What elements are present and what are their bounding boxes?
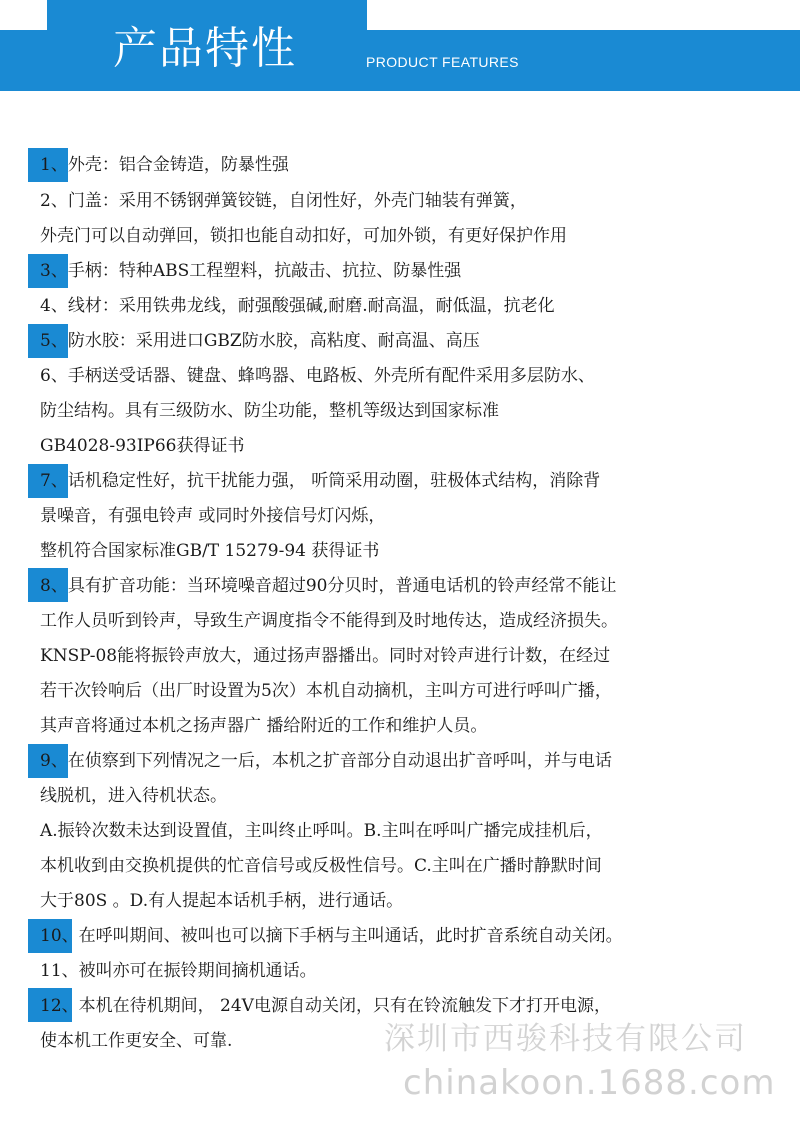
feature-line: 1、外壳：铝合金铸造，防暴性强 bbox=[40, 155, 289, 175]
feature-line: 大于80S 。D.有人提起本话机手柄，进行通话。 bbox=[40, 891, 404, 911]
feature-line: 景噪音，有强电铃声 或同时外接信号灯闪烁， bbox=[40, 506, 386, 526]
watermark-site: chinakoon.1688.com bbox=[403, 1063, 776, 1103]
feature-line: 7、话机稳定性好，抗干扰能力强， 听筒采用动圈，驻极体式结构，消除背 bbox=[40, 471, 601, 491]
feature-line: 本机收到由交换机提供的忙音信号或反极性信号。C.主叫在广播时静默时间 bbox=[40, 856, 602, 876]
feature-line: 防尘结构。具有三级防水、防尘功能，整机等级达到国家标准 bbox=[40, 401, 499, 421]
feature-line: 2、门盖：采用不锈钢弹簧铰链，自闭性好，外壳门轴装有弹簧， bbox=[40, 191, 527, 211]
feature-line: 9、在侦察到下列情况之一后，本机之扩音部分自动退出扩音呼叫，并与电话 bbox=[40, 751, 612, 771]
feature-line: 3、手柄：特种ABS工程塑料，抗敲击、抗拉、防暴性强 bbox=[40, 261, 462, 281]
feature-line: 其声音将通过本机之扬声器广 播给附近的工作和维护人员。 bbox=[40, 716, 488, 736]
feature-line: KNSP-08能将振铃声放大，通过扬声器播出。同时对铃声进行计数，在经过 bbox=[40, 646, 611, 666]
feature-line: 工作人员听到铃声，导致生产调度指令不能得到及时地传达，造成经济损失。 bbox=[40, 611, 618, 631]
feature-line: 整机符合国家标准GB/T 15279-94 获得证书 bbox=[40, 541, 380, 561]
feature-line: 使本机工作更安全、可靠. bbox=[40, 1031, 233, 1051]
feature-line: 5、防水胶：采用进口GBZ防水胶，高粘度、耐高温、高压 bbox=[40, 331, 480, 351]
feature-line: 11、被叫亦可在振铃期间摘机通话。 bbox=[40, 961, 317, 981]
feature-line: 8、具有扩音功能：当环境噪音超过90分贝时，普通电话机的铃声经常不能让 bbox=[40, 576, 617, 596]
feature-line: 外壳门可以自动弹回，锁扣也能自动扣好，可加外锁，有更好保护作用 bbox=[40, 226, 567, 246]
page-title: 产品特性 bbox=[113, 23, 297, 74]
feature-line: A.振铃次数未达到设置值，主叫终止呼叫。B.主叫在呼叫广播完成挂机后， bbox=[40, 821, 603, 841]
watermark-company: 深圳市西骏科技有限公司 bbox=[384, 1021, 747, 1057]
feature-line: 线脱机，进入待机状态。 bbox=[40, 786, 227, 806]
page-subtitle: PRODUCT FEATURES bbox=[366, 54, 519, 70]
feature-line: 12、本机在待机期间， 24V电源自动关闭，只有在铃流触发下才打开电源， bbox=[40, 996, 611, 1016]
feature-line: 4、线材：采用铁弗龙线，耐强酸强碱,耐磨.耐高温，耐低温，抗老化 bbox=[40, 296, 555, 316]
feature-line: 10、在呼叫期间、被叫也可以摘下手柄与主叫通话，此时扩音系统自动关闭。 bbox=[40, 926, 623, 946]
feature-line: 6、手柄送受话器、键盘、蜂鸣器、电路板、外壳所有配件采用多层防水、 bbox=[40, 366, 595, 386]
feature-line: 若干次铃响后（出厂时设置为5次）本机自动摘机，主叫方可进行呼叫广播， bbox=[40, 681, 612, 701]
feature-line: GB4028-93IP66获得证书 bbox=[40, 436, 245, 456]
